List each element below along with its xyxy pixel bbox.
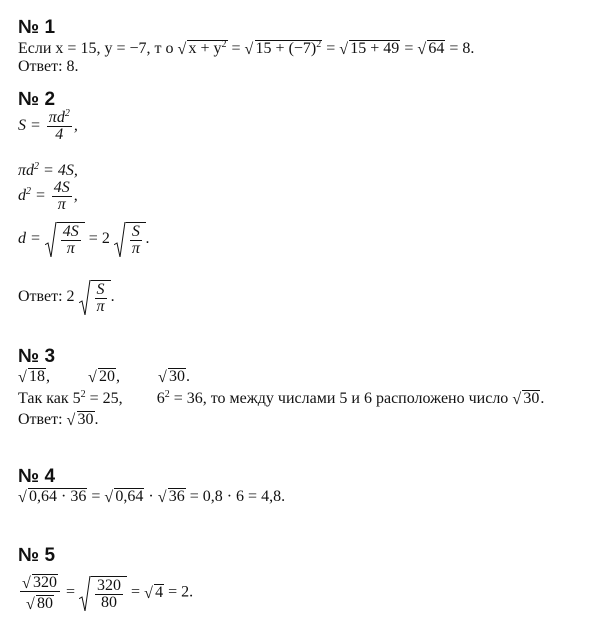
radicand: 15 + (−7) bbox=[255, 40, 317, 57]
equals: = bbox=[231, 40, 241, 57]
fraction: $\frac{S}{\pi}$ bbox=[96, 281, 105, 315]
sqrt-expression bbox=[177, 40, 227, 58]
task-1-prefix: Если x = 15, y = −7, т о bbox=[18, 40, 174, 57]
sqrt-expression: √ 30 bbox=[158, 368, 186, 386]
task-2-heading: № 2 bbox=[18, 89, 56, 110]
task-3-heading: № 3 bbox=[18, 346, 56, 367]
exponent: 2 bbox=[221, 39, 227, 50]
sqrt-expression: √ 0,64 bbox=[104, 488, 144, 506]
equals: = bbox=[326, 40, 336, 57]
equals: = bbox=[404, 40, 414, 57]
answer-label: Ответ: bbox=[18, 288, 63, 306]
fraction: $\frac{4S}{\pi}$ bbox=[62, 223, 79, 257]
sqrt-expression: √ 20 bbox=[88, 368, 116, 386]
sqrt-expression: √ 64 bbox=[417, 40, 445, 58]
result: = 8. bbox=[449, 40, 475, 57]
fraction: $\frac{\pi d^2}{4}$ bbox=[48, 108, 70, 143]
sqrt-expression: √ 30 bbox=[512, 390, 540, 408]
sqrt-expression bbox=[79, 576, 127, 611]
task-2-formula-1: S = $\frac{\pi d^2}{4}$ , bbox=[18, 108, 78, 143]
sqrt-expression: √ 30 bbox=[67, 411, 95, 429]
task-5-heading: № 5 bbox=[18, 545, 56, 566]
exponent: 2 bbox=[316, 39, 322, 50]
sqrt-expression bbox=[45, 222, 85, 257]
task-3-numbers: √ 18, √ 20, √ 30. bbox=[18, 368, 190, 386]
fraction: $\frac{4S}{\pi}$ bbox=[53, 179, 70, 213]
task-5-solution: √ 320 √ 80 = $\frac{320}{80}$ = √ 4 = 2. bbox=[18, 574, 193, 612]
sqrt-expression: √ 0,64 · 36 bbox=[18, 488, 87, 506]
sqrt-expression bbox=[79, 280, 111, 315]
answer-label: Ответ: bbox=[18, 411, 63, 428]
fraction: $\frac{320}{80}$ bbox=[97, 576, 122, 611]
sqrt-expression: √ 18 bbox=[18, 368, 46, 386]
sqrt-expression: √ 4 bbox=[144, 584, 164, 602]
sqrt-expression: √ 36 bbox=[158, 488, 186, 506]
task-2-formula-4: d = $\frac{4S}{\pi}$ = 2 $\frac{S}{\pi}$ . bbox=[18, 223, 150, 257]
task-2-formula-3: $d^2$ = $\frac{4S}{\pi}$ , bbox=[18, 179, 78, 213]
task-4-solution: √ 0,64 · 36 = √ 0,64 · √ 36 = 0,8 · 6 = 4,8. bbox=[18, 488, 285, 506]
task-3-answer: Ответ: √ 30. bbox=[18, 411, 99, 429]
task-1-heading: № 1 bbox=[18, 17, 56, 38]
sqrt-expression bbox=[245, 40, 323, 58]
task-2-answer: Ответ: 2 $\frac{S}{\pi}$ . bbox=[18, 281, 115, 315]
task-4-heading: № 4 bbox=[18, 466, 56, 487]
sqrt-expression bbox=[114, 222, 146, 257]
task-1-answer: Ответ: 8. bbox=[18, 58, 79, 75]
task-1-solution bbox=[18, 40, 474, 58]
task-3-explanation: Так как $5^2 = 25$, $6^2 = 36$, то между числами 5 и 6 расположено число √ 30. bbox=[18, 390, 544, 408]
sqrt-expression: √ 15 + 49 bbox=[339, 40, 400, 58]
lhs: S = bbox=[18, 117, 41, 135]
fraction: √ 320 √ 80 bbox=[20, 574, 60, 612]
fraction: $\frac{S}{\pi}$ bbox=[131, 223, 140, 257]
task-2-formula-2: $\pi d^2 = 4S$, bbox=[18, 161, 78, 179]
radicand: x + y bbox=[188, 40, 222, 57]
